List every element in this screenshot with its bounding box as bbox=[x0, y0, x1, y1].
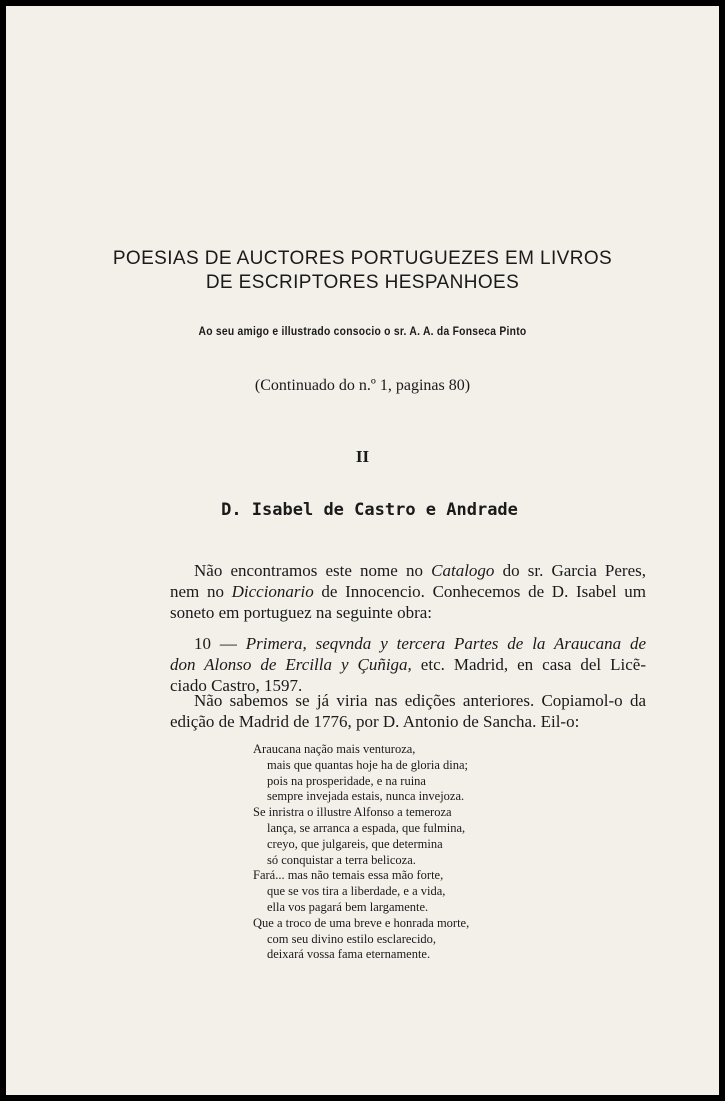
citation-line: ciado Castro, 1597. bbox=[170, 676, 303, 695]
intro-paragraph bbox=[170, 560, 646, 623]
citation-line: 10 — Primera, seqvnda y tercera Partes de la Araucana de bbox=[194, 634, 647, 653]
section-number: II bbox=[355, 447, 370, 466]
poem-line: que se vos tira a liberdade, e a vida, bbox=[267, 884, 446, 899]
poem-line: só conquistar a terra belicoza. bbox=[267, 852, 416, 867]
poem-line: com seu divino estilo esclarecido, bbox=[267, 931, 437, 946]
poem-line: ella vos pagará bem largamente. bbox=[267, 899, 429, 914]
paragraph-line: Não sabemos se já viria nas edições anteriores. Copiamol-o da bbox=[194, 691, 646, 710]
source-paragraph bbox=[170, 690, 646, 732]
poem-line: pois na prosperidade, e na ruina bbox=[267, 773, 426, 788]
title-line-1: POESIAS DE AUCTORES PORTUGUEZES EM LIVROS bbox=[112, 248, 613, 269]
poem-line: deixará vossa fama eternamente. bbox=[267, 947, 431, 962]
paragraph-line: Não encontramos este nome no Catalogo do sr. Garcia Peres, bbox=[194, 561, 646, 580]
document-page bbox=[6, 6, 719, 1095]
paragraph-line: nem no Diccionario de Innocencio. Conhecemos de D. Isabel um bbox=[170, 582, 646, 601]
poem-line: lança, se arranca a espada, que fulmina, bbox=[267, 820, 466, 835]
poem-line: mais que quantas hoje ha de gloria dina; bbox=[267, 757, 468, 772]
poem-line: creyo, que julgareis, que determina bbox=[267, 836, 443, 851]
paragraph-line: soneto em portuguez na seguinte obra: bbox=[170, 603, 433, 622]
title-line-2: DE ESCRIPTORES HESPANHOES bbox=[205, 272, 520, 293]
poem-line: Fará... mas não temais essa mão forte, bbox=[253, 868, 444, 883]
citation-entry bbox=[170, 633, 646, 696]
poem-line: Que a troco de uma breve e honrada morte, bbox=[253, 915, 470, 930]
poem-line: Araucana nação mais venturoza, bbox=[253, 742, 416, 756]
continued-note: (Continuado do n.º 1, paginas 80) bbox=[254, 377, 471, 394]
section-title: D. Isabel de Castro e Andrade bbox=[221, 500, 518, 520]
paragraph-line: edição de Madrid de 1776, por D. Antonio de Sancha. Eil-o: bbox=[170, 712, 580, 731]
dedication: Ao seu amigo e illustrado consocio o sr. A. A. da Fonseca Pinto bbox=[198, 324, 527, 338]
sonnet bbox=[253, 742, 573, 963]
citation-line: don Alonso de Ercilla y Çuñiga, etc. Madrid, en casa del Licẽ- bbox=[170, 655, 646, 674]
poem-line: sempre invejada estais, nunca invejoza. bbox=[267, 789, 465, 804]
poem-line: Se inristra o illustre Alfonso a temeroza bbox=[253, 805, 452, 820]
